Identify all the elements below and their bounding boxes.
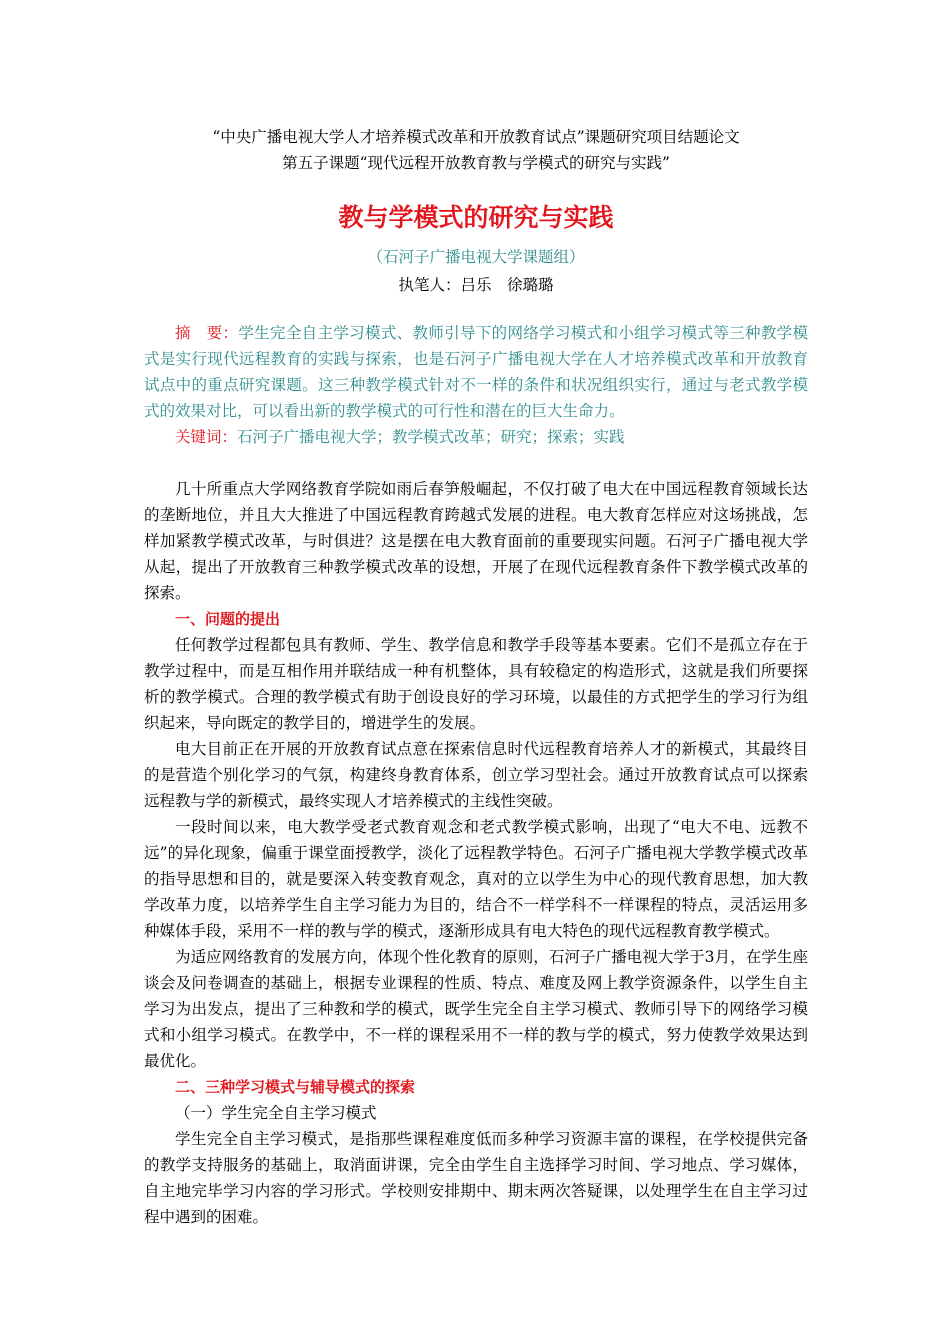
abstract-label: 摘 要： [175, 324, 239, 342]
section-heading-1: 一、问题的提出 [175, 610, 281, 628]
section1-paragraph: 一段时间以来，电大教学受老式教育观念和老式教学模式影响，出现了“电大不电、远教不远”的异化现象，偏重于课堂面授教学，淡化了远程教学特色。石河子广播电视大学教学模式改革的指导思想和目的，就是要深入转变教育观念，真对的立以学生为中心的现代教育思想，加大教学改革力度，以培养学生自主学习能力为目的，结合不一样学科不一样课程的特点，灵活运用多种媒体手段，采用不一样的教与学的模式，逐渐形成具有电大特色的现代远程教育教学模式。 [144, 818, 808, 940]
keywords-label: 关键词： [175, 428, 238, 446]
intro-paragraph: 几十所重点大学网络教育学院如雨后春笋般崛起，不仅打破了电大在中国远程教育领域长达的垄断地位，并且大大推进了中国远程教育跨越式发展的进程。电大教育怎样应对这场挑战，怎样加紧教学模式改革，与时俱进？这是摆在电大教育面前的重要现实问题。石河子广播电视大学从起，提出了开放教育三种教学模式改革的设想，开展了在现代远程教育条件下教学模式改革的探索。 [144, 480, 808, 602]
section1-paragraph: 为适应网络教育的发展方向，体现个性化教育的原则，石河子广播电视大学于3月，在学生座谈会及问卷调查的基础上，根据专业课程的性质、特点、难度及网上教学资源条件，以学生自主学习为出发点，提出了三种教和学的模式，既学生完全自主学习模式、教师引导下的网络学习模式和小组学习模式。在教学中，不一样的课程采用不一样的教与学的模式，努力使教学效果达到最优化。 [144, 948, 808, 1070]
subsection-heading-1: （一）学生完全自主学习模式 [175, 1104, 377, 1122]
subsection1-paragraph: 学生完全自主学习模式，是指那些课程难度低而多种学习资源丰富的课程，在学校提供完备的教学支持服务的基础上，取消面讲课，完全由学生自主选择学习时间、学习地点、学习媒体，自主地完毕学习内容的学习形式。学校则安排期中、期末两次答疑课，以处理学生在自主学习过程中遇到的困难。 [144, 1130, 808, 1226]
section1-paragraph: 电大目前正在开展的开放教育试点意在探索信息时代远程教育培养人才的新模式，其最终目的是营造个别化学习的气氛，构建终身教育体系，创立学习型社会。通过开放教育试点可以探索远程教与学的新模式，最终实现人才培养模式的主线性突破。 [144, 740, 808, 810]
authors: 执笔人：吕乐 徐璐璐 [398, 276, 554, 294]
body-text [144, 476, 808, 1230]
project-header-line-2: 第五子课题“现代远程开放教育教与学模式的研究与实践” [282, 154, 670, 172]
section1-paragraph: 任何教学过程都包具有教师、学生、教学信息和教学手段等基本要素。它们不是孤立存在于教学过程中，而是互相作用并联结成一种有机整体，具有较稳定的构造形式，这就是我们所要探析的教学模式。合理的教学模式有助于创设良好的学习环境，以最佳的方式把学生的学习行为组织起来，导向既定的教学目的，增进学生的发展。 [144, 636, 808, 732]
abstract-text: 学生完全自主学习模式、教师引导下的网络学习模式和小组学习模式等三种教学模式是实行现代远程教育的实践与探索，也是石河子广播电视大学在人才培养模式改革和开放教育试点中的重点研究课题。这三种教学模式针对不一样的条件和状况组织实行，通过与老式教学模式的效果对比，可以看出新的教学模式的可行性和潜在的巨大生命力。 [144, 324, 808, 420]
document-page [144, 124, 808, 1230]
abstract [144, 320, 808, 424]
affiliation: （石河子广播电视大学课题组） [367, 248, 585, 266]
keywords [144, 424, 808, 450]
section-heading-2: 二、三种学习模式与辅导模式的探索 [175, 1078, 416, 1096]
paper-title: 教与学模式的研究与实践 [338, 203, 614, 232]
keywords-text: 石河子广播电视大学；教学模式改革；研究；探索；实践 [237, 428, 625, 446]
project-header-line-1: “中央广播电视大学人才培养模式改革和开放教育试点”课题研究项目结题论文 [212, 128, 740, 146]
